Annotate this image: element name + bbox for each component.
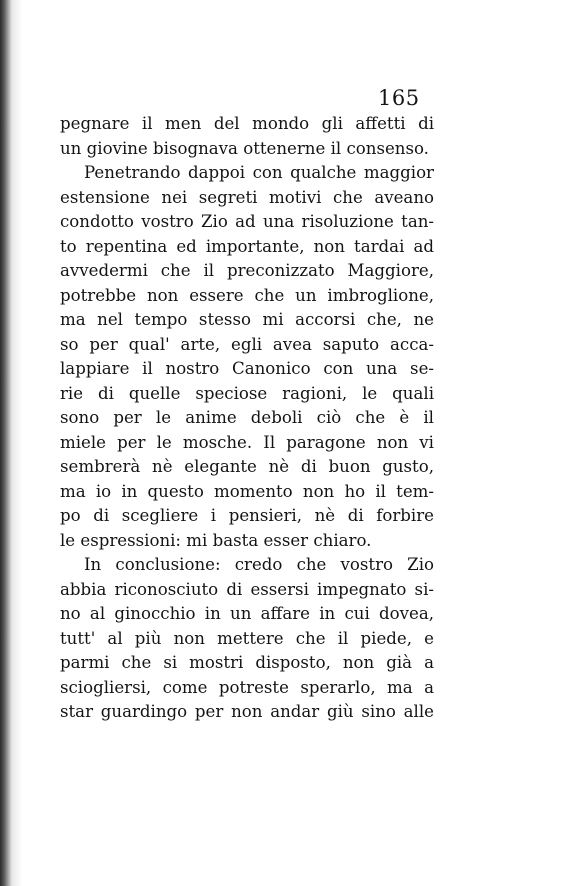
text-line: potrebbe non essere che un imbroglione,: [60, 285, 434, 305]
body-text: [60, 112, 434, 725]
text-line: po di scegliere i pensieri, nè di forbire: [60, 506, 434, 525]
page-binding-edge: [0, 0, 22, 886]
text-line: estensione nei segreti motivi che aveano: [60, 187, 434, 207]
text-line: sembrerà nè elegante nè di buon gusto,: [60, 457, 434, 476]
text-line: miele per le mosche. Il paragone non vi: [60, 432, 434, 452]
page-number: 165: [378, 86, 420, 110]
text-line: star guardingo per non andar giù sino alle: [60, 702, 434, 721]
text-line: so per qual' arte, egli avea saputo acca-: [60, 334, 434, 354]
text-line: un giovine bisognava ottenerne il consenso.: [60, 138, 429, 158]
text-line: pegnare il men del mondo gli affetti di: [60, 114, 434, 133]
text-line: to repentina ed importante, non tardai ad: [60, 236, 434, 256]
text-line: ma nel tempo stesso mi accorsi che, ne: [60, 310, 434, 329]
text-line: lappiare il nostro Canonico con una se-: [60, 359, 434, 378]
text-line: In conclusione: credo che vostro Zio: [84, 555, 434, 574]
text-line: sono per le anime deboli ciò che è il: [60, 408, 434, 427]
text-line: le espressioni: mi basta esser chiaro.: [60, 530, 372, 550]
text-line: sciogliersi, come potreste sperarlo, ma a: [60, 677, 434, 697]
text-line: Penetrando dappoi con qualche maggior: [84, 163, 434, 182]
text-line: tutt' al più non mettere che il piede, e: [60, 628, 434, 648]
text-line: avvedermi che il preconizzato Maggiore,: [60, 261, 434, 280]
text-line: condotto vostro Zio ad una risoluzione tan-: [60, 212, 434, 231]
text-line: rie di quelle speciose ragioni, le quali: [60, 383, 434, 403]
text-line: parmi che si mostri disposto, non già a: [60, 653, 434, 672]
text-line: abbia riconosciuto di essersi impegnato si-: [60, 579, 434, 599]
text-line: no al ginocchio in un affare in cui dovea,: [60, 604, 434, 623]
text-line: ma io in questo momento non ho il tem-: [60, 481, 434, 501]
